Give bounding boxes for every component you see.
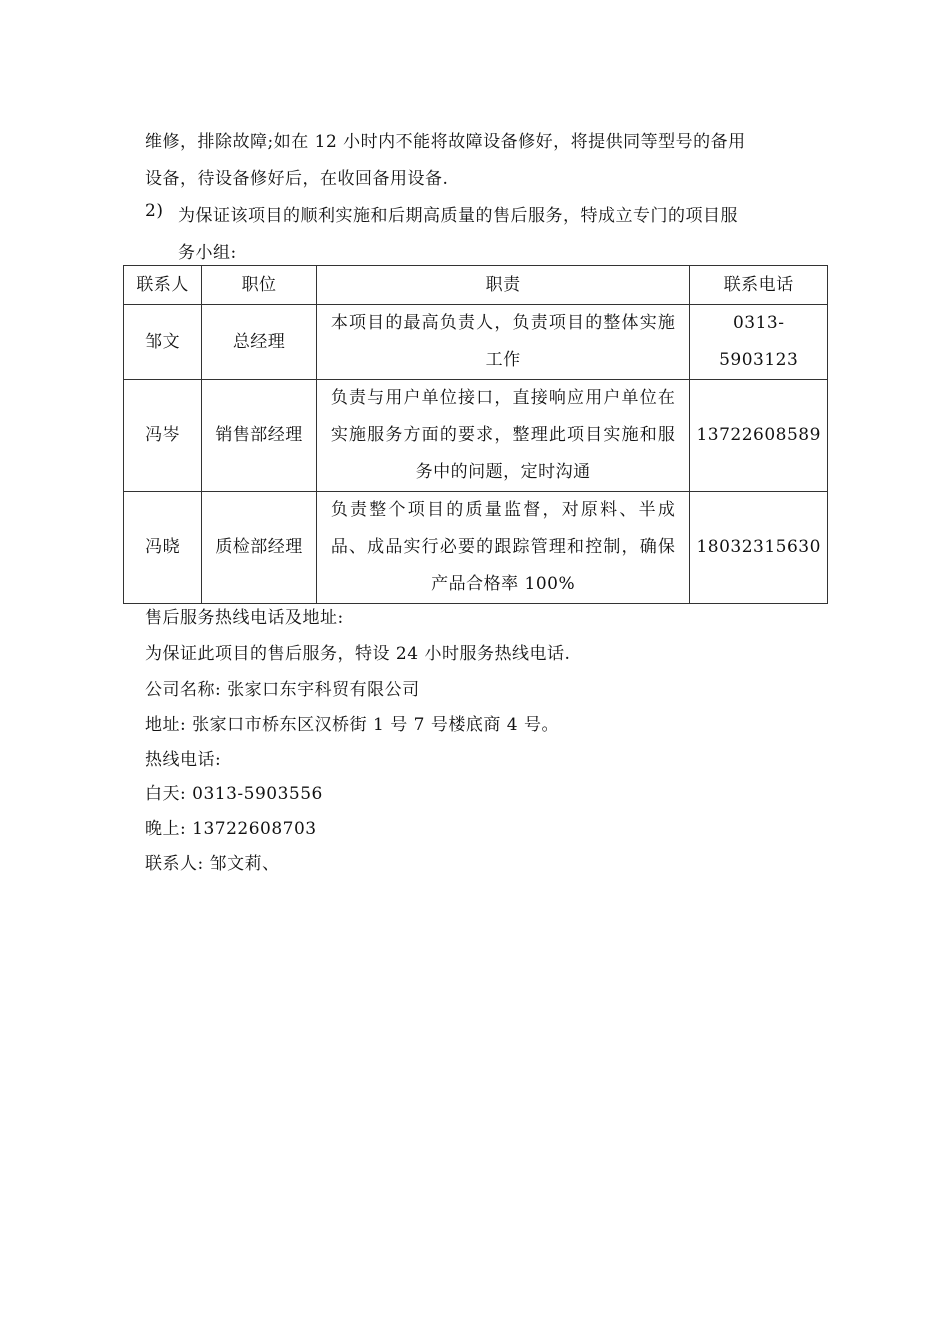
company-name: 公司名称: 张家口东宇科贸有限公司 bbox=[145, 680, 420, 700]
table-row bbox=[124, 492, 828, 604]
table-row bbox=[124, 380, 828, 492]
night-phone: 晚上: 13722608703 bbox=[145, 819, 317, 839]
header-duty: 职责 bbox=[316, 266, 690, 305]
hotline-heading: 售后服务热线电话及地址: bbox=[145, 608, 344, 628]
header-phone: 联系电话 bbox=[690, 266, 828, 305]
cell-phone: 18032315630 bbox=[690, 492, 828, 604]
cell-position: 总经理 bbox=[202, 305, 316, 380]
header-contact: 联系人 bbox=[124, 266, 202, 305]
contact-person: 联系人: 邹文莉、 bbox=[145, 854, 280, 874]
day-phone: 白天: 0313-5903556 bbox=[145, 784, 323, 804]
hotline-label: 热线电话: bbox=[145, 750, 222, 770]
table-header-row bbox=[124, 266, 828, 305]
intro-line-1: 维修，排除故障;如在 12 小时内不能将故障设备修好，将提供同等型号的备用 bbox=[145, 132, 746, 152]
cell-phone: 13722608589 bbox=[690, 380, 828, 492]
cell-duty: 负责整个项目的质量监督，对原料、半成品、成品实行必要的跟踪管理和控制，确保产品合格率 100% bbox=[316, 492, 690, 604]
list-item-line-2: 务小组: bbox=[178, 243, 237, 263]
cell-name: 邹文 bbox=[124, 305, 202, 380]
service-team-table bbox=[123, 265, 828, 604]
company-address: 地址: 张家口市桥东区汉桥街 1 号 7 号楼底商 4 号。 bbox=[145, 715, 560, 735]
cell-position: 销售部经理 bbox=[202, 380, 316, 492]
cell-position: 质检部经理 bbox=[202, 492, 316, 604]
header-position: 职位 bbox=[202, 266, 316, 305]
list-item-line-1: 为保证该项目的顺利实施和后期高质量的售后服务，特成立专门的项目服 bbox=[178, 206, 738, 226]
cell-phone: 0313-5903123 bbox=[690, 305, 828, 380]
table-row bbox=[124, 305, 828, 380]
cell-name: 冯岑 bbox=[124, 380, 202, 492]
cell-duty: 负责与用户单位接口，直接响应用户单位在实施服务方面的要求，整理此项目实施和服务中的问题，定时沟通 bbox=[316, 380, 690, 492]
cell-duty: 本项目的最高负责人，负责项目的整体实施工作 bbox=[316, 305, 690, 380]
intro-line-2: 设备，待设备修好后，在收回备用设备. bbox=[145, 169, 449, 189]
cell-name: 冯晓 bbox=[124, 492, 202, 604]
list-item-number: 2) bbox=[145, 201, 164, 221]
hotline-description: 为保证此项目的售后服务，特设 24 小时服务热线电话. bbox=[145, 644, 571, 664]
